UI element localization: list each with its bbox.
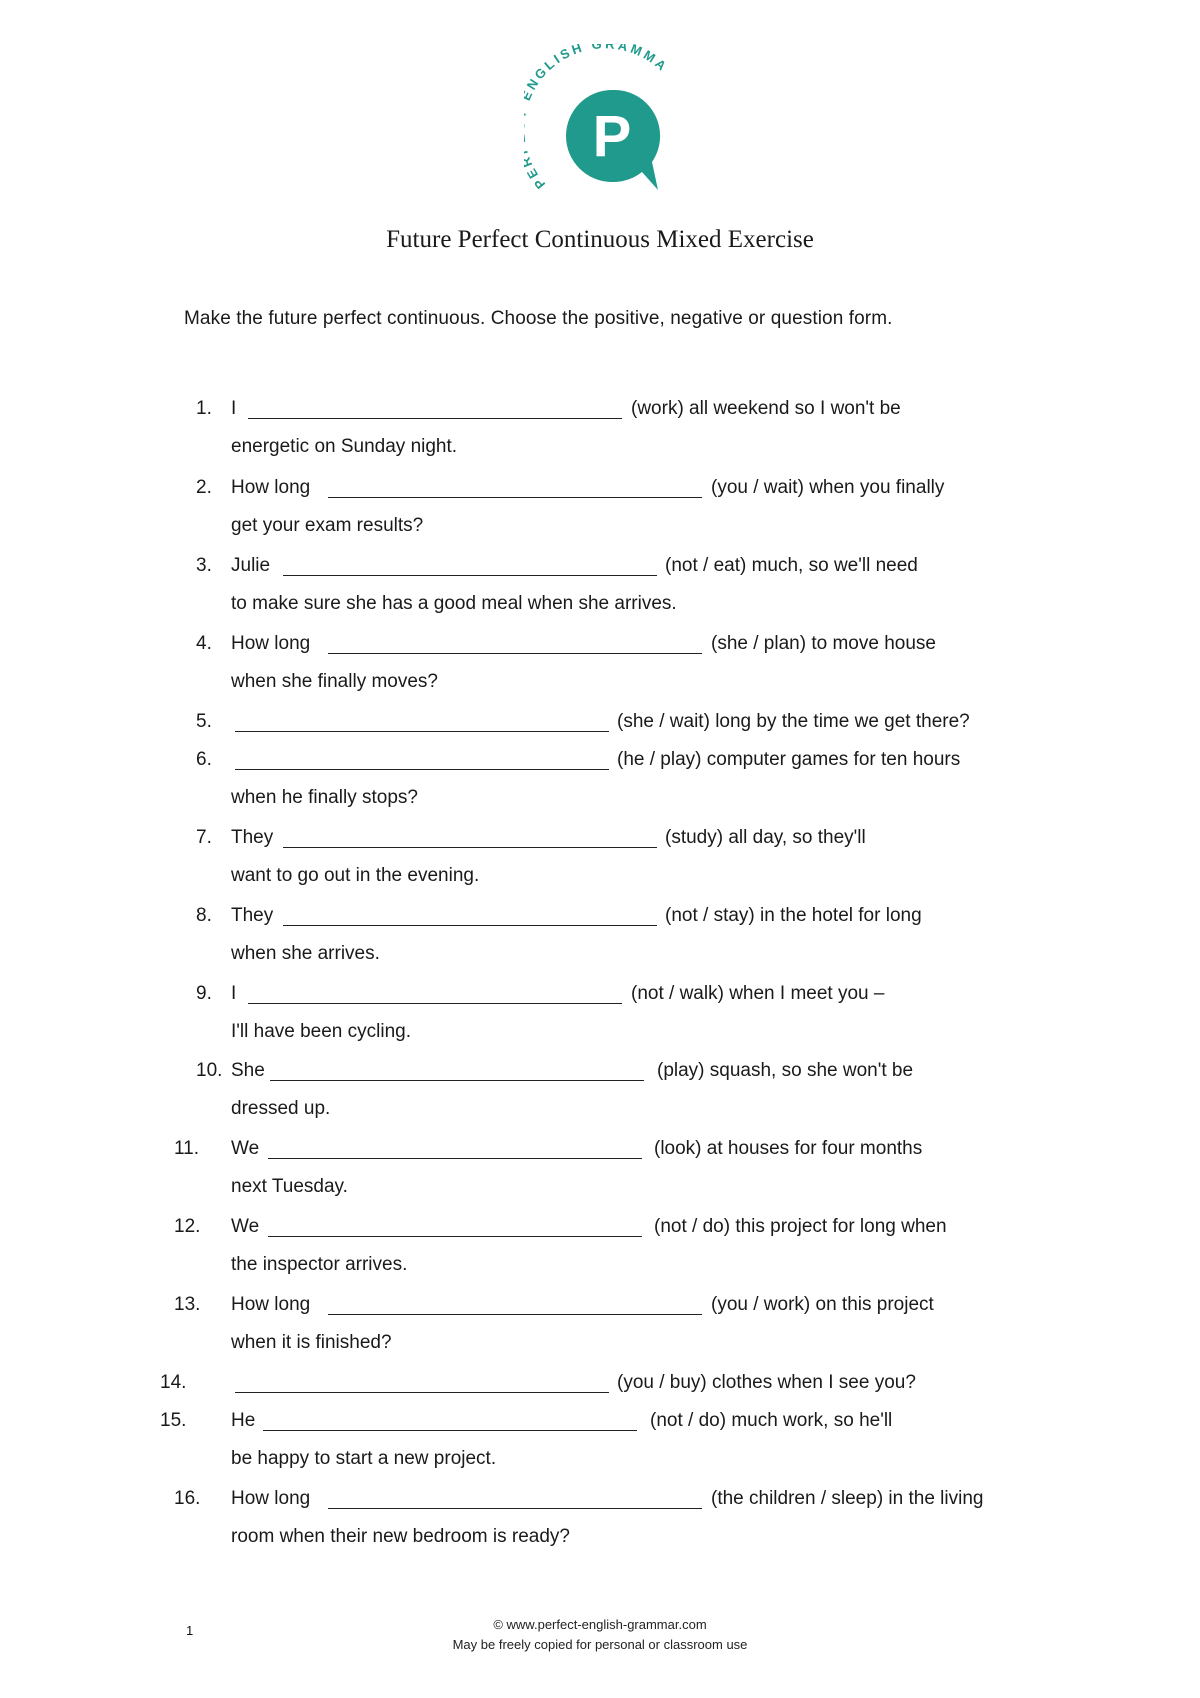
answer-blank[interactable] [270, 1062, 644, 1081]
answer-blank[interactable] [248, 400, 622, 419]
exercise-number: 10. [196, 1060, 223, 1081]
exercise-hint: (look) at houses for four months [654, 1138, 923, 1159]
exercise-hint: (work) all weekend so I won't be [631, 398, 901, 419]
answer-blank[interactable] [268, 1140, 642, 1159]
page-title: Future Perfect Continuous Mixed Exercise [386, 226, 814, 253]
exercise-hint: (the children / sleep) in the living [711, 1488, 984, 1509]
exercise-continuation: be happy to start a new project. [231, 1448, 497, 1469]
exercise-continuation: get your exam results? [231, 515, 424, 536]
exercise-continuation: when she arrives. [231, 943, 380, 964]
exercise-number: 2. [196, 477, 212, 498]
exercise-hint: (not / stay) in the hotel for long [665, 905, 922, 926]
exercise-number: 3. [196, 555, 212, 576]
exercise-subject: They [231, 827, 274, 848]
exercise-subject: We [231, 1216, 260, 1237]
exercise-hint: (not / eat) much, so we'll need [665, 555, 918, 576]
answer-blank[interactable] [328, 1296, 702, 1315]
exercise-number: 4. [196, 633, 212, 654]
exercise-continuation: I'll have been cycling. [231, 1021, 412, 1042]
page-number: 1 [186, 1623, 194, 1638]
exercise-number: 12. [174, 1216, 201, 1237]
exercise-subject: I [231, 398, 237, 419]
exercise-number: 16. [174, 1488, 201, 1509]
exercise-subject: I [231, 983, 237, 1004]
answer-blank[interactable] [328, 479, 702, 498]
exercise-hint: (not / do) this project for long when [654, 1216, 947, 1237]
answer-blank[interactable] [283, 907, 657, 926]
answer-blank[interactable] [268, 1218, 642, 1237]
logo-wordmark: PE NGLISH GRAMMA [524, 44, 672, 192]
answer-blank[interactable] [263, 1412, 637, 1431]
exercise-continuation: want to go out in the evening. [231, 865, 480, 886]
exercise-hint: (study) all day, so they'll [665, 827, 866, 848]
logo-letter: P [592, 104, 632, 169]
answer-blank[interactable] [283, 829, 657, 848]
footer-note: May be freely copied for personal or classroom use [452, 1637, 748, 1652]
answer-blank[interactable] [235, 1374, 609, 1393]
exercise-number: 5. [196, 711, 212, 732]
exercise-number: 6. [196, 749, 212, 770]
instructions: Make the future perfect continuous. Choose the positive, negative or question form. [184, 308, 893, 329]
exercise-continuation: to make sure she has a good meal when she arrives. [231, 593, 677, 614]
exercise-subject: He [231, 1410, 256, 1431]
exercise-number: 1. [196, 398, 212, 419]
exercise-subject: How long [231, 477, 311, 498]
exercise-number: 13. [174, 1294, 201, 1315]
answer-blank[interactable] [283, 557, 657, 576]
exercise-number: 15. [160, 1410, 187, 1431]
exercise-continuation: next Tuesday. [231, 1176, 348, 1197]
exercise-subject: How long [231, 1294, 311, 1315]
exercise-number: 9. [196, 983, 212, 1004]
exercise-subject: How long [231, 633, 311, 654]
exercise-number: 7. [196, 827, 212, 848]
exercise-continuation: when she finally moves? [231, 671, 438, 692]
exercise-hint: (she / wait) long by the time we get there? [617, 711, 970, 732]
exercise-continuation: energetic on Sunday night. [231, 436, 458, 457]
exercise-hint: (play) squash, so she won't be [657, 1060, 914, 1081]
exercise-hint: (not / do) much work, so he'll [650, 1410, 893, 1431]
exercise-number: 8. [196, 905, 212, 926]
exercise-subject: How long [231, 1488, 311, 1509]
exercise-continuation: when he finally stops? [231, 787, 418, 808]
exercise-hint: (you / wait) when you finally [711, 477, 945, 498]
exercise-continuation: dressed up. [231, 1098, 331, 1119]
exercise-continuation: when it is finished? [231, 1332, 392, 1353]
logo [524, 44, 684, 204]
exercise-hint: (you / work) on this project [711, 1294, 934, 1315]
answer-blank[interactable] [248, 985, 622, 1004]
answer-blank[interactable] [235, 751, 609, 770]
answer-blank[interactable] [328, 1490, 702, 1509]
exercise-hint: (he / play) computer games for ten hours [617, 749, 961, 770]
exercise-number: 14. [160, 1372, 187, 1393]
exercise-hint: (you / buy) clothes when I see you? [617, 1372, 916, 1393]
answer-blank[interactable] [235, 713, 609, 732]
exercise-subject: We [231, 1138, 260, 1159]
exercise-subject: Julie [231, 555, 271, 576]
exercise-hint: (not / walk) when I meet you – [631, 983, 885, 1004]
exercise-hint: (she / plan) to move house [711, 633, 936, 654]
exercise-continuation: room when their new bedroom is ready? [231, 1526, 571, 1547]
exercise-number: 11. [174, 1138, 200, 1159]
footer-site: © www.perfect-english-grammar.com [493, 1617, 707, 1632]
exercise-subject: They [231, 905, 274, 926]
exercise-subject: She [231, 1060, 265, 1081]
exercise-continuation: the inspector arrives. [231, 1254, 408, 1275]
answer-blank[interactable] [328, 635, 702, 654]
